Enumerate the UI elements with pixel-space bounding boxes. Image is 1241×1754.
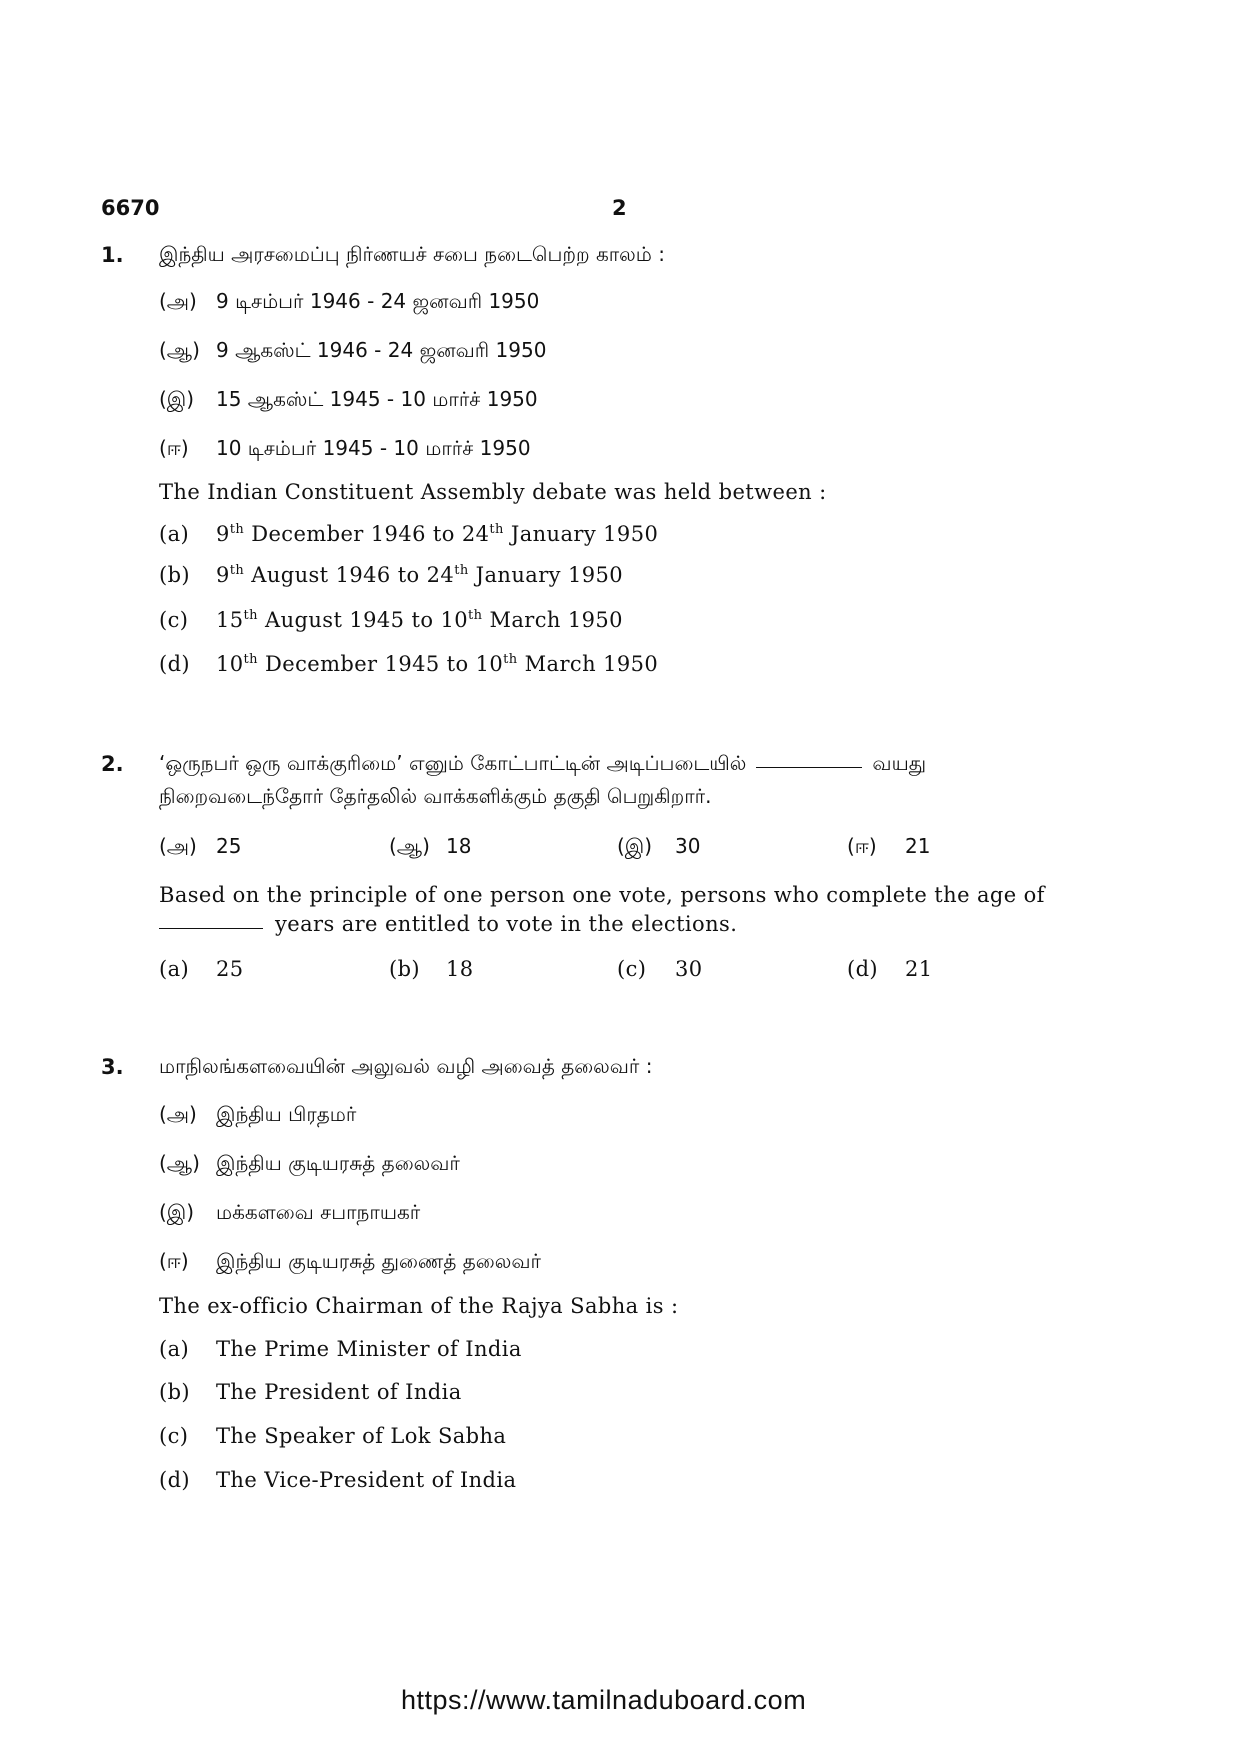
- question-stem-english: The ex-officio Chairman of the Rajya Sabha is :: [159, 1294, 679, 1318]
- option-tamil: (இ) 15 ஆகஸ்ட் 1945 - 10 மார்ச் 1950: [159, 387, 538, 411]
- option-english: (a) 25: [159, 957, 244, 981]
- option-tamil: (ஆ) 9 ஆகஸ்ட் 1946 - 24 ஜனவரி 1950: [159, 338, 547, 362]
- answer-blank: [756, 766, 862, 768]
- question-stem-english-cont: years are entitled to vote in the elections.: [159, 912, 737, 936]
- question-stem-english: Based on the principle of one person one vote, persons who complete the age of: [159, 883, 1045, 907]
- question-stem-tamil: மாநிலங்களவையின் அலுவல் வழி அவைத் தலைவர் :: [159, 1054, 653, 1078]
- option-english: (d) The Vice-President of India: [159, 1468, 517, 1492]
- option-tamil: (ஆ) இந்திய குடியரசுத் தலைவர்: [159, 1151, 460, 1175]
- option-english: (a) 9th December 1946 to 24th January 1950: [159, 522, 659, 546]
- option-tamil: (இ) 30: [617, 834, 701, 858]
- question-stem-english: The Indian Constituent Assembly debate was held between :: [159, 480, 827, 504]
- option-tamil: (ஈ) 21: [847, 834, 931, 858]
- page-number: 2: [612, 196, 627, 220]
- option-english: (c) 30: [617, 957, 703, 981]
- question-number: 1.: [101, 243, 124, 267]
- option-english: (d) 21: [847, 957, 933, 981]
- option-english: (b) 18: [389, 957, 474, 981]
- option-tamil: (அ) 25: [159, 834, 242, 858]
- option-english: (a) The Prime Minister of India: [159, 1337, 522, 1361]
- option-english: (c) 15th August 1945 to 10th March 1950: [159, 608, 623, 632]
- question-number: 3.: [101, 1055, 124, 1079]
- option-tamil: (அ) 9 டிசம்பர் 1946 - 24 ஜனவரி 1950: [159, 289, 540, 313]
- option-tamil: (ஈ) இந்திய குடியரசுத் துணைத் தலைவர்: [159, 1249, 541, 1273]
- option-tamil: (ஆ) 18: [389, 834, 472, 858]
- question-stem-tamil-cont: நிறைவடைந்தோர் தேர்தலில் வாக்களிக்கும் தகுதி பெறுகிறார்.: [159, 784, 712, 808]
- paper-code: 6670: [101, 196, 160, 220]
- question-stem-tamil: ‘ஒருநபர் ஒரு வாக்குரிமை’ எனும் கோட்பாட்டின் அடிப்படையில் வயது: [159, 751, 927, 775]
- option-english: (c) The Speaker of Lok Sabha: [159, 1424, 507, 1448]
- question-number: 2.: [101, 752, 124, 776]
- question-stem-tamil: இந்திய அரசமைப்பு நிர்ணயச் சபை நடைபெற்ற காலம் :: [159, 242, 665, 266]
- option-english: (b) The President of India: [159, 1380, 462, 1404]
- answer-blank: [159, 927, 263, 929]
- option-english: (b) 9th August 1946 to 24th January 1950: [159, 563, 624, 587]
- footer-url: https://www.tamilnaduboard.com: [401, 1685, 807, 1715]
- option-tamil: (ஈ) 10 டிசம்பர் 1945 - 10 மார்ச் 1950: [159, 436, 531, 460]
- option-tamil: (அ) இந்திய பிரதமர்: [159, 1102, 357, 1126]
- option-tamil: (இ) மக்களவை சபாநாயகர்: [159, 1200, 421, 1224]
- option-english: (d) 10th December 1945 to 10th March 1950: [159, 652, 659, 676]
